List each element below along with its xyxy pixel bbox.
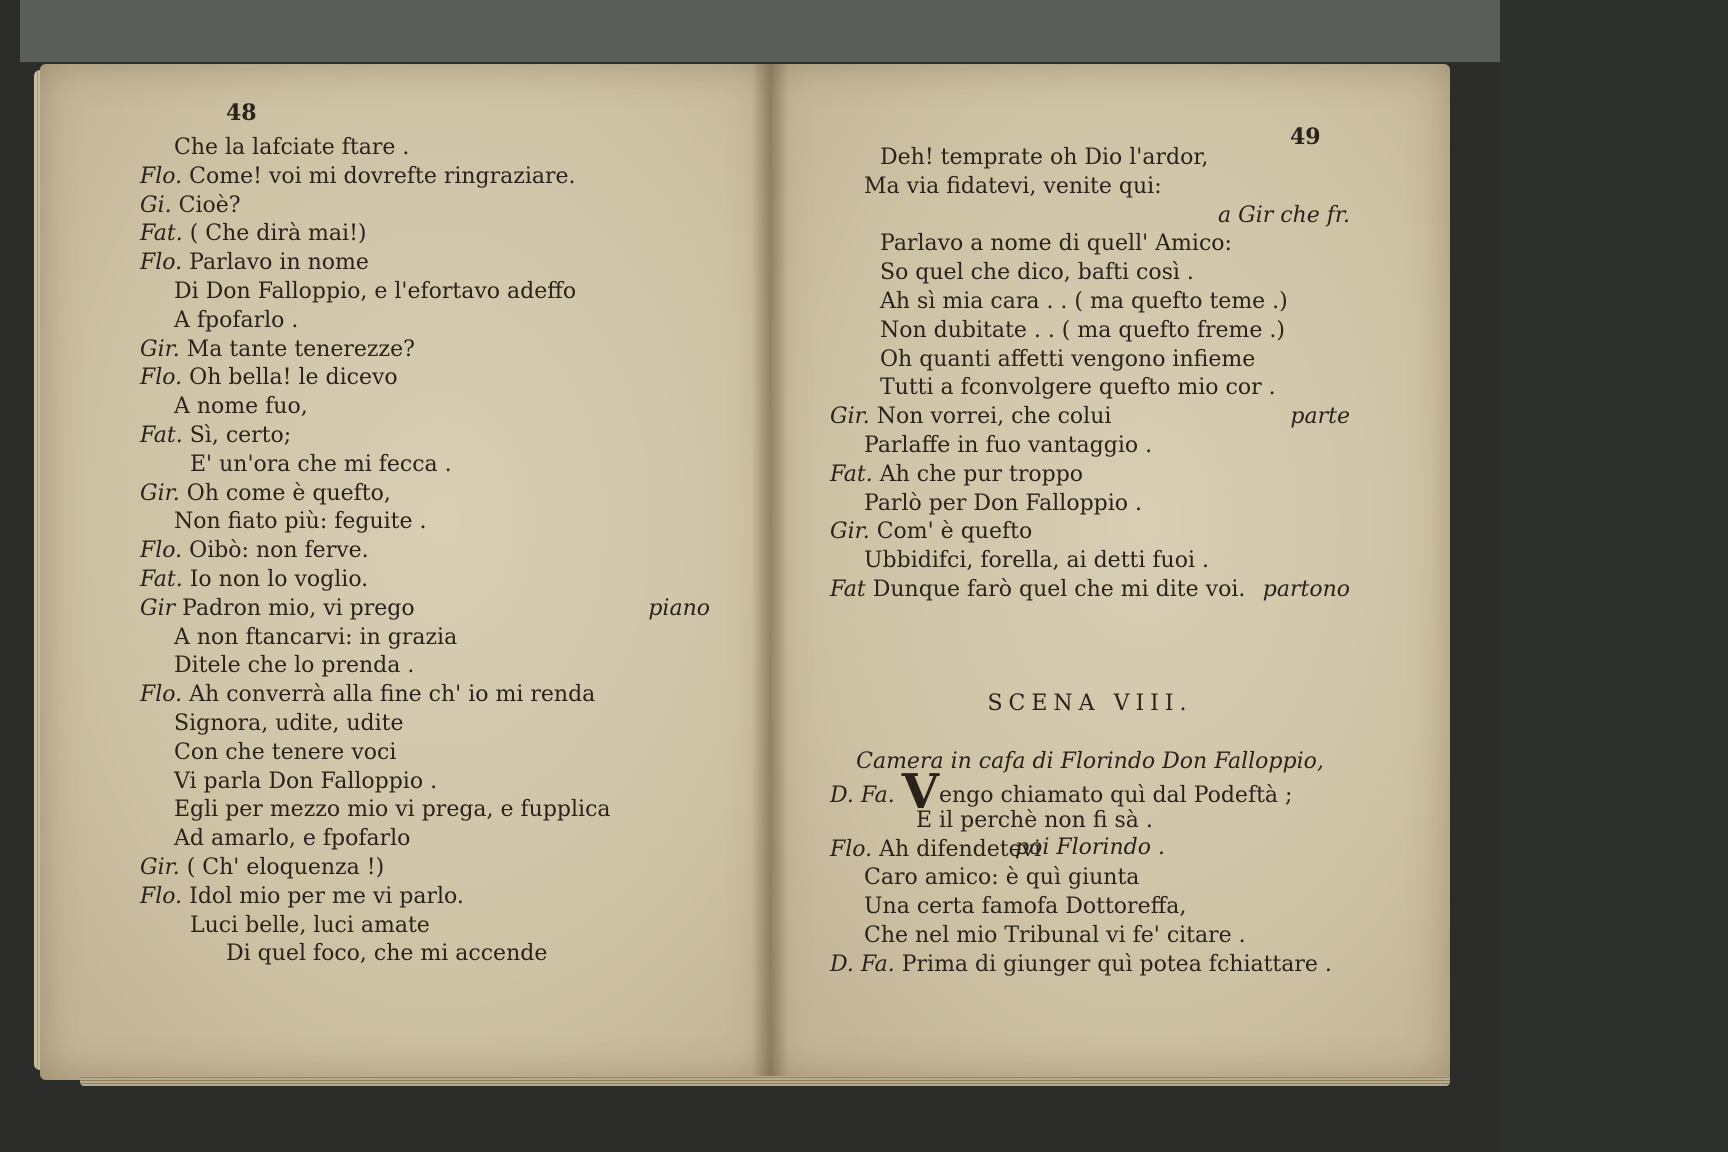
speaker-label: Fat. <box>140 566 190 592</box>
text-line <box>140 451 710 480</box>
line-text: Ah difendetevi <box>879 836 1042 862</box>
setting-line-1: Camera in cafa di Florindo Don Falloppio, <box>856 748 1324 774</box>
speaker-label: Gi. <box>140 192 179 218</box>
text-line <box>140 307 710 336</box>
text-line <box>830 951 1350 980</box>
speaker-label: Flo. <box>830 836 880 862</box>
speaker-label: Flo. <box>140 883 190 909</box>
text-line <box>830 490 1350 519</box>
line-text: Non fiato più: feguite . <box>174 509 427 535</box>
page-bottom-edge <box>80 1076 1450 1086</box>
text-line <box>140 163 710 192</box>
speaker-label: Fat <box>830 576 873 602</box>
text-line <box>830 259 1350 288</box>
text-line <box>140 508 710 537</box>
line-text: Luci belle, luci amate <box>190 912 430 938</box>
backdrop-top <box>20 0 1500 62</box>
text-line <box>140 710 710 739</box>
line-text: Di quel foco, che mi accende <box>226 941 548 967</box>
text-line <box>140 278 710 307</box>
setting-line-2: poi Florindo . <box>1015 834 1165 860</box>
right-page-number: 49 <box>1290 124 1321 150</box>
line-text: Egli per mezzo mio vi prega, e fupplica <box>174 797 611 823</box>
stage-direction: parte <box>1290 404 1350 430</box>
line-text: ( Ch' eloquenza !) <box>186 854 385 880</box>
text-line <box>140 393 710 422</box>
speaker-label: Flo. <box>140 538 190 564</box>
line-text: Ah sì mia cara . . ( ma quefto teme .) <box>880 288 1288 314</box>
line-text: Con che tenere voci <box>174 739 397 765</box>
line-text: A nome fuo, <box>174 394 308 420</box>
line-text: Ah converrà alla fine ch' io mi renda <box>189 682 596 708</box>
text-line <box>140 652 710 681</box>
text-line <box>830 836 1350 865</box>
speaker-label: Fat. <box>140 422 190 448</box>
text-line <box>830 317 1350 346</box>
line-text: Di Don Falloppio, e l'efortavo adeffo <box>174 278 577 304</box>
stage-direction: piano <box>648 595 710 621</box>
line-text: Come! voi mi dovrefte ringraziare. <box>189 163 576 189</box>
text-line <box>140 480 710 509</box>
text-line <box>140 912 710 941</box>
left-page-text <box>140 134 710 969</box>
speaker-label: Fat. <box>830 461 880 487</box>
text-line <box>140 854 710 883</box>
text-line <box>830 432 1350 461</box>
text-line <box>140 768 710 797</box>
book-gutter <box>752 64 788 1080</box>
text-line <box>140 249 710 278</box>
speaker-label: Gir. <box>140 480 187 506</box>
text-line <box>140 364 710 393</box>
line-text: Com' è quefto <box>876 519 1033 545</box>
line-text: Vi parla Don Falloppio . <box>174 768 438 794</box>
speaker-label: Flo. <box>140 250 190 276</box>
line-text: Dunque farò quel che mi dite voi. <box>872 576 1246 602</box>
line-text: Ah che pur troppo <box>879 461 1084 487</box>
text-line <box>830 893 1350 922</box>
text-line <box>140 624 710 653</box>
text-line <box>830 518 1350 547</box>
line-text: Parlavo in nome <box>189 250 369 276</box>
stage-direction: a Gir che fr. <box>1218 202 1350 228</box>
line-text: Prima di giunger quì potea fchiattare . <box>901 951 1332 977</box>
speaker-label: Gir. <box>140 336 187 362</box>
speaker-label: D. Fa. <box>830 951 902 977</box>
speaker-label: Gir. <box>140 854 187 880</box>
text-line <box>830 202 1350 231</box>
scene-title: SCENA VIII. <box>987 690 1193 716</box>
line-text: Parlavo a nome di quell' Amico: <box>880 231 1232 257</box>
line-text: Ubbidifci, forella, ai detti fuoi . <box>864 548 1209 574</box>
line-text: Io non lo voglio. <box>189 566 369 592</box>
text-line <box>830 403 1350 432</box>
speaker-label: Gir. <box>830 519 877 545</box>
text-line <box>140 336 710 365</box>
line-text: ( Che dirà mai!) <box>189 221 367 247</box>
text-line <box>140 192 710 221</box>
text-line <box>140 681 710 710</box>
text-line <box>140 134 710 163</box>
line-text: Ditele che lo prenda . <box>174 653 415 679</box>
line-text: Idol mio per me vi parlo. <box>189 883 464 909</box>
line-text: Una certa famofa Dottoreffa, <box>864 894 1187 920</box>
text-line <box>140 940 710 969</box>
text-line <box>140 883 710 912</box>
backdrop-right <box>1500 0 1728 1152</box>
right-page-text <box>830 144 1350 605</box>
text-line <box>830 288 1350 317</box>
text-line <box>830 346 1350 375</box>
line-text: So quel che dico, bafti così . <box>880 260 1194 286</box>
text-line <box>140 220 710 249</box>
text-line <box>830 922 1350 951</box>
text-line <box>140 566 710 595</box>
line-text: A fpofarlo . <box>174 307 299 333</box>
text-line <box>830 230 1350 259</box>
line-text: Non dubitate . . ( ma quefto freme .) <box>880 317 1285 343</box>
line-text: Che la lafciate ftare . <box>174 135 410 160</box>
text-line <box>140 825 710 854</box>
line-text: Deh! temprate oh Dio l'ardor, <box>880 145 1209 170</box>
text-line <box>830 807 1350 836</box>
line-text: Caro amico: è quì giunta <box>864 865 1140 891</box>
text-line <box>830 173 1350 202</box>
left-page-number: 48 <box>226 100 257 126</box>
line-text: Padron mio, vi prego <box>182 595 415 621</box>
speaker-label: Fat. <box>140 221 190 247</box>
speaker-label: Gir. <box>830 404 877 430</box>
text-line <box>830 144 1350 173</box>
line-text: Sì, certo; <box>189 422 292 448</box>
line-text: A non ftancarvi: in grazia <box>174 624 458 650</box>
text-line <box>830 547 1350 576</box>
line-text: Oh bella! le dicevo <box>189 365 398 391</box>
text-line <box>140 739 710 768</box>
text-line <box>830 864 1350 893</box>
line-text: E il perchè non fi sà . <box>916 807 1153 833</box>
line-text: Oh quanti affetti vengono infieme <box>880 346 1256 372</box>
line-text: Parlò per Don Falloppio . <box>864 490 1143 516</box>
line-text: Oibò: non ferve. <box>189 538 369 564</box>
line-text: engo chiamato quì dal Podeftà ; <box>938 783 1293 808</box>
speaker-label: Flo. <box>140 682 190 708</box>
text-line <box>830 374 1350 403</box>
text-line <box>140 595 710 624</box>
line-text: Che nel mio Tribunal vi fe' citare . <box>864 922 1246 948</box>
line-text: Ad amarlo, e fpofarlo <box>174 826 411 852</box>
line-text: Oh come è quefto, <box>186 480 391 506</box>
scene-text <box>830 764 1350 980</box>
stage-direction: partono <box>1262 576 1350 602</box>
speaker-label: Flo. <box>140 365 190 391</box>
speaker-label: D. Fa. <box>830 783 902 808</box>
line-text: Ma via fidatevi, venite qui: <box>864 173 1162 199</box>
line-text: Non vorrei, che colui <box>876 404 1112 430</box>
line-text: Cioè? <box>178 192 241 218</box>
line-text: Tutti a fconvolgere quefto mio cor . <box>880 375 1276 401</box>
line-text: Ma tante tenerezze? <box>186 336 415 362</box>
text-line <box>830 576 1350 605</box>
text-line <box>140 537 710 566</box>
text-line <box>140 796 710 825</box>
text-line <box>140 422 710 451</box>
speaker-label: Flo. <box>140 163 190 189</box>
text-line <box>830 461 1350 490</box>
line-text: Parlaffe in fuo vantaggio . <box>864 432 1153 458</box>
line-text: Signora, udite, udite <box>174 710 404 736</box>
drop-cap: V <box>901 764 939 820</box>
line-text: E' un'ora che mi fecca . <box>190 451 452 477</box>
speaker-label: Gir <box>140 595 183 621</box>
